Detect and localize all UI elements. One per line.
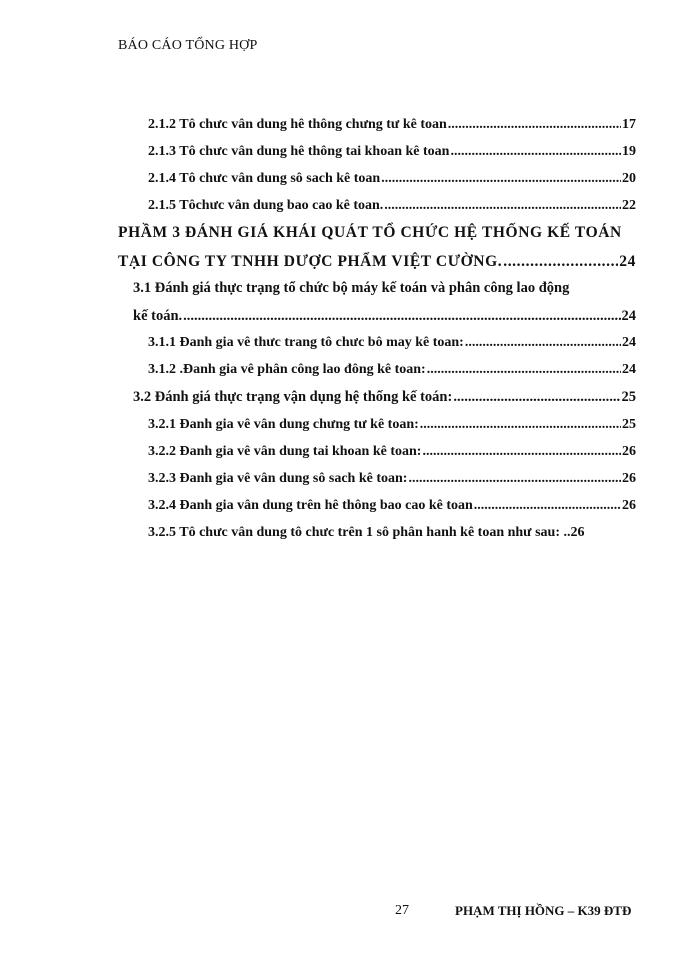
toc-entry-label: 2.1.2 Tô chưc vân dung hê thông chưng tư kê toan xyxy=(148,117,447,132)
page-header: BÁO CÁO TỔNG HỢP xyxy=(118,38,258,53)
toc-leader-dots xyxy=(448,117,621,133)
toc-entry-page: 26 xyxy=(570,525,585,540)
toc-leader-dots xyxy=(465,335,621,351)
toc-entry[interactable] xyxy=(148,525,636,541)
toc-entry-page: 26 xyxy=(622,498,636,513)
toc-section-line1[interactable]: 3.1 Đánh giá thực trạng tổ chức bộ máy kế toán và phân công lao động xyxy=(133,280,570,296)
toc-entry-label: 3.2 Đánh giá thực trạng vận dụng hệ thống kế toán: xyxy=(133,389,453,405)
page-number: 27 xyxy=(395,903,409,918)
toc-leader-dots xyxy=(453,389,620,406)
toc-entry-label: 2.1.3 Tô chưc vân dung hê thông tai khoan kê toan xyxy=(148,144,450,159)
toc-entry[interactable] xyxy=(133,389,636,406)
toc-entry-page: 24 xyxy=(622,362,636,377)
toc-entry-label: 3.2.2 Đanh gia vê vân dung tai khoan kê toan: xyxy=(148,444,422,459)
toc-entry-label: 2.1.5 Tôchưc vân dung bao cao kê toan. xyxy=(148,198,384,213)
toc-entry-page: 24 xyxy=(622,335,636,350)
toc-entry-page: 25 xyxy=(621,389,636,405)
toc-entry-label: 3.1.2 .Đanh gia vê phân công lao đông kê toan: xyxy=(148,362,426,377)
toc-entry-page: 26 xyxy=(622,444,636,459)
toc-entry[interactable] xyxy=(148,144,636,160)
toc-entry-label: 3.1.1 Đanh gia vê thưc trang tô chưc bô may kê toan: xyxy=(148,335,464,350)
toc-entry-page: 20 xyxy=(622,171,636,186)
toc-entry-page: 17 xyxy=(622,117,636,132)
toc-entry-page: 24 xyxy=(621,308,636,324)
toc-entry-page: 25 xyxy=(622,417,636,432)
toc-part-heading[interactable] xyxy=(118,253,636,271)
toc-leader-dots xyxy=(381,171,621,187)
toc-entry[interactable] xyxy=(148,417,636,433)
toc-entry[interactable] xyxy=(148,335,636,351)
toc-entry-label: 3.2.3 Đanh gia vê vân dung sô sach kê toan: xyxy=(148,471,408,486)
toc-entry-page: 24 xyxy=(619,253,636,270)
toc-entry-label: 2.1.4 Tô chưc vân dung sô sach kê toan xyxy=(148,171,381,186)
toc-entry[interactable] xyxy=(148,498,636,514)
toc-entry[interactable] xyxy=(148,444,636,460)
toc-entry[interactable] xyxy=(133,308,636,325)
toc-entry-label: 3.2.1 Đanh gia vê vân dung chưng tư kê toan: xyxy=(148,417,419,432)
toc-entry-page: 26 xyxy=(622,471,636,486)
toc-part-heading-line1[interactable]: PHẦM 3 ĐÁNH GIÁ KHÁI QUÁT TỔ CHỨC HỆ THỐNG KẾ TOÁN xyxy=(118,224,622,241)
toc-entry[interactable] xyxy=(148,362,636,378)
toc-leader-dots xyxy=(450,144,621,160)
toc-entry[interactable] xyxy=(148,117,636,133)
toc-leader-dots xyxy=(384,198,621,214)
toc-leader-dots xyxy=(183,308,620,325)
toc-leader-dots xyxy=(474,498,621,514)
toc-entry-label: TẠI CÔNG TY TNHH DƯỢC PHẨM VIỆT CƯỜNG. xyxy=(118,253,503,270)
toc-leader-dots xyxy=(422,444,621,460)
toc-leader-dots xyxy=(427,362,621,378)
toc-entry-page: 22 xyxy=(622,198,636,213)
toc-entry[interactable] xyxy=(148,471,636,487)
toc-entry-label: 3.2.4 Đanh gia vân dung trên hê thông bao cao kê toan xyxy=(148,498,473,513)
toc-entry[interactable] xyxy=(148,171,636,187)
toc-entry[interactable] xyxy=(148,198,636,214)
toc-leader-dots xyxy=(408,471,621,487)
toc-entry-label: kế toán. xyxy=(133,308,183,324)
toc-entry-label: 3.2.5 Tô chưc vân dung tô chưc trên 1 sô phân hanh kê toan như sau: .. xyxy=(148,525,571,540)
toc-leader-dots xyxy=(503,253,618,271)
toc-leader-dots xyxy=(420,417,621,433)
toc-entry-page: 19 xyxy=(622,144,636,159)
footer-author: PHẠM THỊ HỒNG – K39 ĐTĐ xyxy=(455,903,632,918)
